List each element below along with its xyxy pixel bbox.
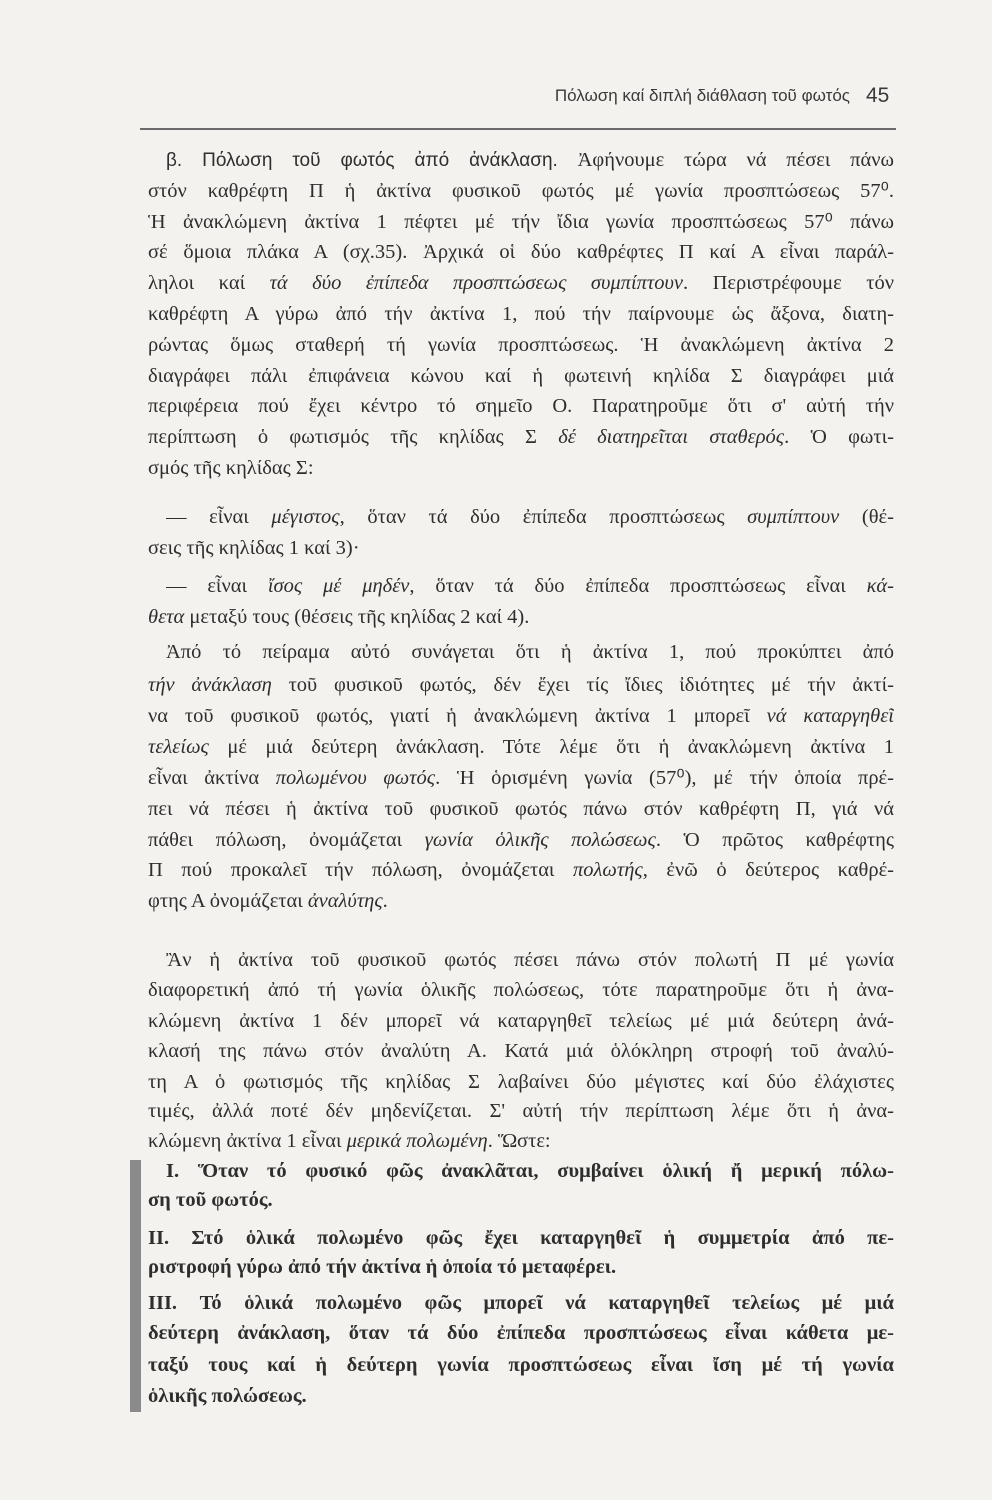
- section-heading: β. Πόλωση τοῦ φωτός ἀπό ἀνάκλαση.: [166, 150, 558, 171]
- text-segment: . Ὥστε:: [487, 1130, 551, 1152]
- emphasis-text: τήν ἀνάκλαση: [148, 674, 272, 696]
- emphasis-text: μέγιστος: [271, 506, 340, 528]
- text-segment: σέ ὅμοια πλάκα Α (σχ.35). Ἀρχικά οἱ δύο καθρέφτες Π καί Α εἶναι παράλ-: [148, 241, 894, 263]
- text-line: [148, 178, 894, 204]
- text-line: [148, 1008, 894, 1034]
- text-segment: ριστροφή γύρω ἀπό τήν ἀκτίνα ἡ ὁποία τό μεταφέρει.: [148, 1256, 617, 1278]
- text-segment: κλώμενη ἀκτίνα 1 εἶναι: [148, 1130, 347, 1152]
- text-line: [148, 455, 894, 481]
- text-line: [148, 393, 894, 419]
- text-line: [148, 1038, 894, 1064]
- emphasis-text: πολωμένου φωτός: [275, 767, 436, 789]
- text-line: [148, 363, 894, 389]
- summary-line: [148, 1254, 894, 1280]
- summary-line: [148, 1225, 894, 1251]
- text-line: [148, 857, 894, 883]
- text-line: [148, 734, 894, 760]
- text-segment: πει νά πέσει ἡ ἀκτίνα τοῦ φυσικοῦ φωτός πάνω στόν καθρέφτη Π, γιά νά: [148, 798, 894, 820]
- text-segment: I. Ὅταν τό φυσικό φῶς ἀνακλᾶται, συμβαίνει ὁλική ἤ μερική πόλω-: [166, 1160, 894, 1182]
- text-segment: μεταξύ τους (θέσεις τῆς κηλίδας 2 καί 4).: [184, 606, 530, 628]
- text-segment: κλασή της πάνω στόν ἀναλύτη Α. Κατά μιά ὁλόκληρη στροφή τοῦ ἀναλύ-: [148, 1040, 894, 1062]
- text-segment: Ἂν ἡ ἀκτίνα τοῦ φυσικοῦ φωτός πέσει πάνω στόν πολωτή Π μέ γωνία: [166, 949, 894, 971]
- summary-line: [148, 1187, 894, 1213]
- text-segment: . Ὁ πρῶτος καθρέφτης: [655, 829, 894, 851]
- running-header: Πόλωση καί διπλή διάθλαση τοῦ φωτός: [554, 86, 850, 105]
- text-segment: φτης Α ὀνομάζεται: [148, 890, 308, 912]
- text-segment: (θέ-: [839, 506, 894, 528]
- summary-line: [148, 1320, 894, 1346]
- text-line: [148, 672, 894, 698]
- summary-line: [148, 1383, 894, 1409]
- text-line: [148, 270, 894, 296]
- text-line: [148, 332, 894, 358]
- text-line: [148, 1098, 894, 1124]
- emphasis-text: τελείως: [148, 736, 209, 758]
- text-line: [148, 888, 894, 914]
- text-line: [148, 977, 894, 1003]
- text-segment: να τοῦ φυσικοῦ φωτός, γιατί ἡ ἀνακλώμενη ἀκτίνα 1 μπορεῖ: [148, 705, 767, 727]
- text-segment: μέ μιά δεύτερη ἀνάκλαση. Τότε λέμε ὅτι ἡ ἀνακλώμενη ἀκτίνα 1: [208, 736, 894, 758]
- text-line: [148, 796, 894, 822]
- emphasis-text: θετα: [148, 606, 185, 628]
- text-segment: εἶναι ἀκτίνα: [148, 767, 276, 789]
- text-line: [148, 424, 894, 450]
- text-line: [166, 947, 894, 973]
- text-segment: II. Στό ὁλικά πολωμένο φῶς ἔχει καταργηθεῖ ἡ συμμετρία ἀπό πε-: [148, 1227, 894, 1249]
- emphasis-text: ἀναλύτης: [307, 890, 383, 912]
- summary-line: [166, 1158, 894, 1184]
- emphasis-text: γωνία ὁλικῆς πολώσεως: [424, 829, 656, 851]
- text-segment: — εἶναι: [166, 575, 268, 597]
- text-line: [148, 827, 894, 853]
- text-segment: ρώντας ὅμως σταθερή τή γωνία προσπτώσεως. Ἡ ἀνακλώμενη ἀκτίνα 2: [148, 334, 894, 356]
- text-segment: . Περιστρέφουμε τόν: [683, 272, 894, 294]
- summary-margin-bar: [130, 1160, 141, 1412]
- text-segment: , ὅταν τά δύο ἐπίπεδα προσπτώσεως εἶναι: [409, 575, 867, 597]
- text-segment: πάθει πόλωση, ὀνομάζεται: [148, 829, 425, 851]
- emphasis-text: ἴσος μέ μηδέν: [267, 575, 410, 597]
- emphasis-text: πολωτής: [573, 859, 643, 881]
- text-segment: κλώμενη ἀκτίνα 1 δέν μπορεῖ νά καταργηθεῖ τελείως μέ μιά δεύτερη ἀνά-: [148, 1010, 894, 1032]
- text-line: [148, 703, 894, 729]
- text-segment: . Ἡ ὁρισμένη γωνία (57⁰), μέ τήν ὁποία πρέ-: [435, 767, 894, 789]
- text-segment: τη Α ὁ φωτισμός τῆς κηλίδας Σ λαβαίνει δύο μέγιστες καί δύο ἐλάχιστες: [148, 1071, 894, 1093]
- text-line: [148, 1128, 894, 1154]
- text-line: [148, 301, 894, 327]
- text-line: [148, 1069, 894, 1095]
- emphasis-text: τά δύο ἐπίπεδα προσπτώσεως συμπίπτουν: [269, 272, 684, 294]
- text-segment: περίπτωση ὁ φωτισμός τῆς κηλίδας Σ: [148, 426, 559, 448]
- page-number: 45: [866, 84, 890, 107]
- text-segment: Ἡ ἀνακλώμενη ἀκτίνα 1 πέφτει μέ τήν ἴδια γωνία προσπτώσεως 57⁰ πάνω: [148, 211, 894, 233]
- emphasis-text: νά καταργηθεῖ: [766, 705, 894, 727]
- text-segment: , ἐνῶ ὁ δεύτερος καθρέ-: [642, 859, 894, 881]
- emphasis-text: μερικά πολωμένη: [346, 1130, 488, 1152]
- text-segment: δεύτερη ἀνάκλαση, ὅταν τά δύο ἐπίπεδα προσπτώσεως εἶναι κάθετα με-: [148, 1322, 894, 1344]
- text-line: [166, 573, 894, 599]
- header-rule: [140, 128, 896, 130]
- text-segment: . Ὁ φωτι-: [784, 426, 894, 448]
- text-line: [148, 209, 894, 235]
- text-line: [166, 639, 894, 665]
- text-segment: τοῦ φυσικοῦ φωτός, δέν ἔχει τίς ἴδιες ἰδιότητες μέ τήν ἀκτί-: [271, 674, 894, 696]
- text-segment: καθρέφτη Α γύρω ἀπό τήν ἀκτίνα 1, πού τήν παίρνουμε ὡς ἄξονα, διατη-: [148, 303, 894, 325]
- summary-line: [148, 1352, 894, 1378]
- text-segment: ληλοι καί: [148, 272, 270, 294]
- text-line: [148, 765, 894, 791]
- text-segment: Ἀπό τό πείραμα αὐτό συνάγεται ὅτι ἡ ἀκτίνα 1, πού προκύπτει ἀπό: [166, 641, 894, 663]
- text-segment: στόν καθρέφτη Π ἡ ἀκτίνα φυσικοῦ φωτός μέ γωνία προσπτώσεως 57⁰.: [148, 180, 894, 202]
- text-segment: .: [382, 890, 388, 912]
- text-line: [148, 604, 894, 630]
- text-line: [166, 504, 894, 530]
- text-segment: διαφορετική ἀπό τή γωνία ὁλικῆς πολώσεως, τότε παρατηροῦμε ὅτι ἡ ἀνα-: [148, 979, 894, 1001]
- text-segment: ταξύ τους καί ἡ δεύτερη γωνία προσπτώσεως εἶναι ἴση μέ τή γωνία: [148, 1354, 894, 1376]
- text-segment: Ἀφήνουμε τώρα νά πέσει πάνω: [557, 149, 894, 171]
- text-segment: σμός τῆς κηλίδας Σ:: [148, 457, 314, 479]
- text-segment: ση τοῦ φωτός.: [148, 1189, 273, 1211]
- text-line: [148, 239, 894, 265]
- text-segment: — εἶναι: [166, 506, 272, 528]
- text-segment: περιφέρεια πού ἔχει κέντρο τό σημεῖο Ο. Παρατηροῦμε ὅτι σ' αὐτή τήν: [148, 395, 894, 417]
- text-segment: III. Τό ὁλικά πολωμένο φῶς μπορεῖ νά καταργηθεῖ τελείως μέ μιά: [148, 1292, 894, 1314]
- summary-line: [148, 1290, 894, 1316]
- emphasis-text: κά-: [866, 575, 894, 597]
- text-segment: , ὅταν τά δύο ἐπίπεδα προσπτώσεως: [339, 506, 748, 528]
- text-segment: ὁλικῆς πολώσεως.: [148, 1385, 307, 1407]
- emphasis-text: συμπίπτουν: [747, 506, 840, 528]
- text-segment: διαγράφει πάλι ἐπιφάνεια κώνου καί ἡ φωτεινή κηλίδα Σ διαγράφει μιά: [148, 365, 894, 387]
- text-line: [166, 147, 894, 173]
- emphasis-text: δέ διατηρεῖται σταθερός: [558, 426, 785, 448]
- text-segment: Π πού προκαλεῖ τήν πόλωση, ὀνομάζεται: [148, 859, 574, 881]
- text-line: [148, 535, 894, 561]
- text-segment: σεις τῆς κηλίδας 1 καί 3)·: [148, 537, 360, 559]
- text-segment: τιμές, ἀλλά ποτέ δέν μηδενίζεται. Σ' αὐτή τήν περίπτωση λέμε ὅτι ἡ ἀνα-: [148, 1100, 894, 1122]
